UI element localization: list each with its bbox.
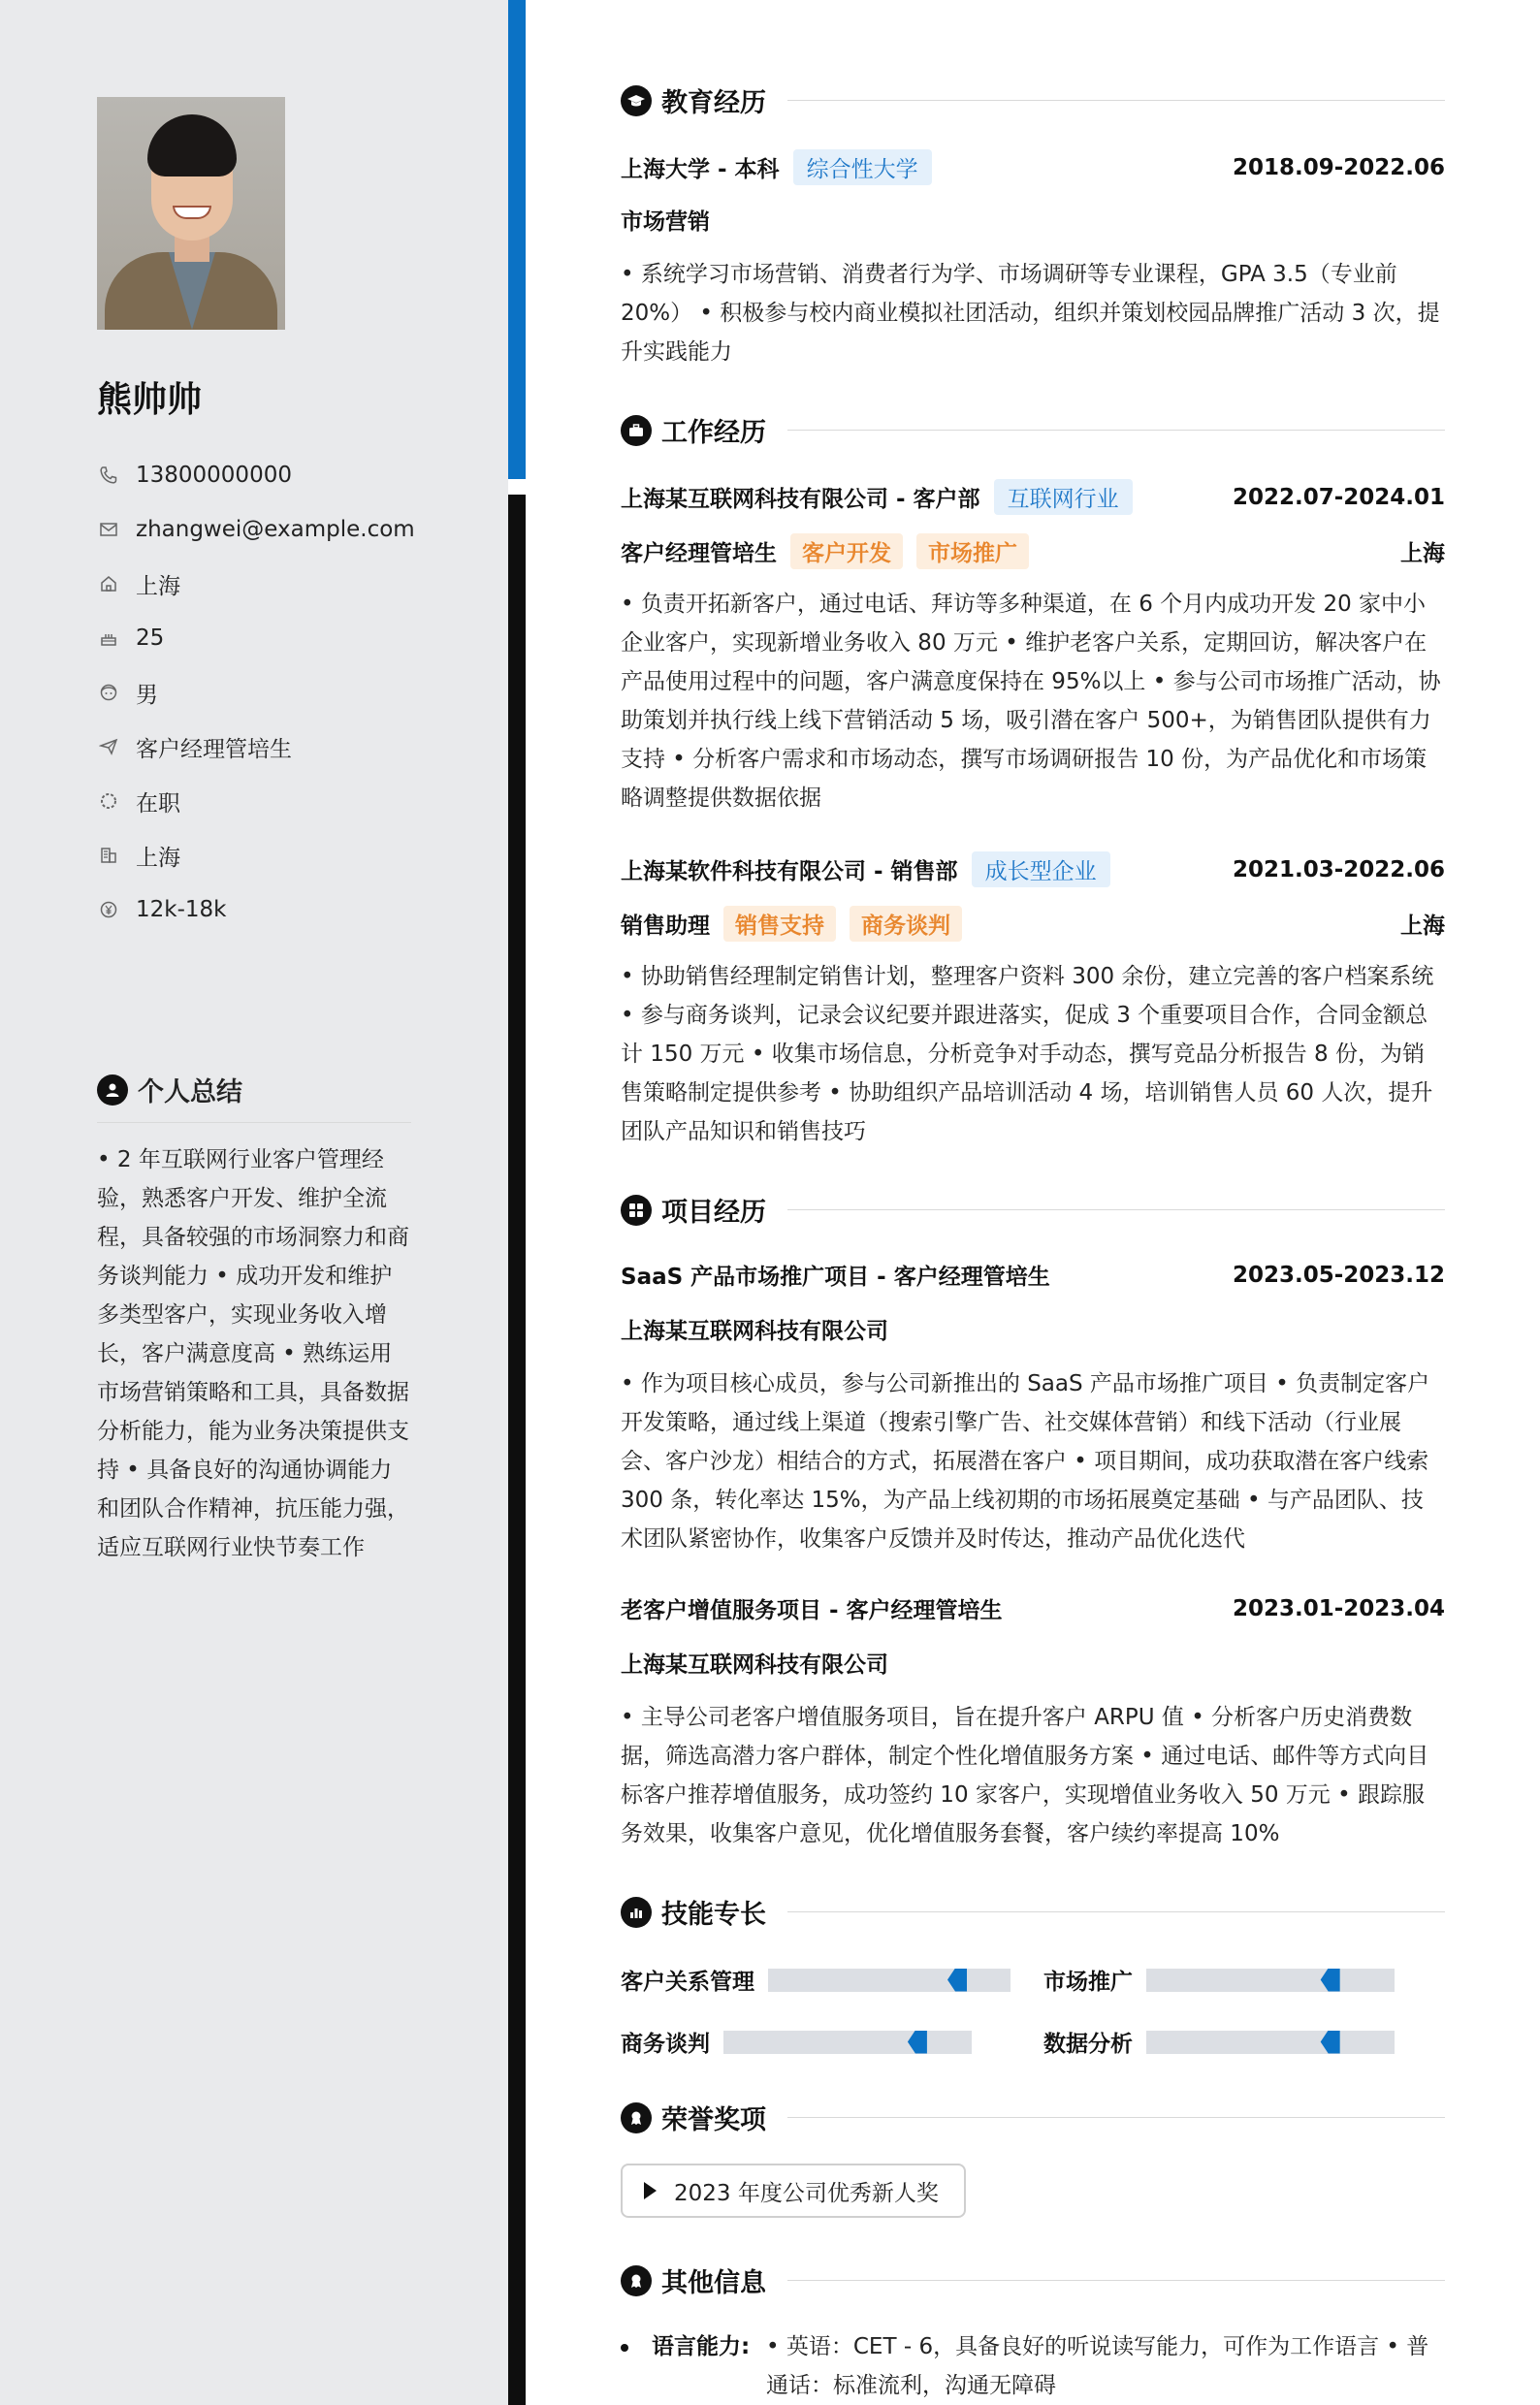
work-item-1-desc: • 负责开拓新客户，通过电话、拜访等多种渠道，在 6 个月内成功开发 20 家中小企业客户，实现新增业务收入 80 万元 • 维护老客户关系，定期回访，解决客户在产品使用过程中的问题，客户满意度保持在 95%以上 • 参与公司市场推广活动，协助策划并执行线上线下营销活动 5 场，吸引潜在客户 500+，为销售团队提供有力支持 • 分析客户需求和市场动态，撰写市场调研报告 10 份，为产品优化和市场策略调整提供数据依据 (621, 592, 1441, 811)
info-phone (97, 448, 415, 502)
info-icon (621, 2265, 652, 2296)
candidate-name: 熊帅帅 (97, 380, 203, 420)
skill-name: 数据分析 (1043, 2032, 1133, 2057)
summary-text: • 2 年互联网行业客户管理经验，熟悉客户开发、维护全流程，具备较强的市场洞察力和商务谈判能力 • 成功开发和维护多类型客户，实现业务收入增长，客户满意度高 • 熟练运用市场营销策略和工具，具备数据分析能力，能为业务决策提供支持 • 具备良好的沟通协调能力和团队合作精神，抗压能力强，适应互联网行业快节奏工作 (97, 1147, 409, 1560)
accent-bar (508, 0, 526, 479)
phone-icon (97, 464, 120, 487)
skill-name: 商务谈判 (621, 2032, 710, 2057)
project-2-header (621, 1592, 1445, 1624)
work-item-2-role (621, 906, 1445, 942)
project-2-desc: • 主导公司老客户增值服务项目，旨在提升客户 ARPU 值 • 分析客户历史消费数据，筛选高潜力客户群体，制定个性化增值服务方案 • 通过电话、邮件等方式向目标客户推荐增值服务，成功签约 10 家客户，实现增值业务收入 50 万元 • 跟踪服务效果，收集客户意见，优化增值服务套餐，客户续约率提高 10% (621, 1705, 1429, 1846)
project-company: 上海某互联网科技有限公司 (621, 1652, 888, 1678)
user-icon (97, 1074, 128, 1106)
avatar (97, 97, 285, 330)
project-1-desc: • 作为项目核心成员，参与公司新推出的 SaaS 产品市场推广项目 • 负责制定客户开发策略，通过线上渠道（搜索引擎广告、社交媒体营销）和线下活动（行业展会、客户沙龙）相结合的方式，拓展潜在客户 • 项目期间，成功获取潜在客户线索 300 条，转化率达 15%，为产品上线初期的市场拓展奠定基础 • 与产品团队、技术团队紧密协作，收集客户反馈并及时传达，推动产品优化迭代 (621, 1371, 1430, 1552)
age: 25 (136, 625, 165, 651)
dark-bar (508, 495, 526, 2405)
gender: 男 (136, 682, 158, 708)
skill-tag: 商务谈判 (850, 906, 962, 942)
project-period: 2023.01-2023.04 (1232, 1595, 1445, 1621)
cake-icon (97, 626, 120, 650)
info-target-position (97, 720, 415, 774)
send-icon (97, 735, 120, 758)
school-tag: 综合性大学 (793, 149, 932, 185)
education-desc: • 系统学习市场营销、消费者行为学、市场调研等专业课程，GPA 3.5（专业前 20%） • 积极参与校内商业模拟社团活动，组织并策划校园品牌推广活动 3 次，提升实践能力 (621, 262, 1440, 365)
education-row (621, 149, 1445, 185)
graduation-cap-icon (621, 85, 652, 116)
projects-header (621, 1191, 1445, 1229)
work-title: 工作经历 (661, 418, 766, 448)
education-header (621, 81, 1445, 119)
home-icon (97, 572, 120, 595)
skill-item (621, 1964, 1011, 1996)
yen-icon (97, 898, 120, 921)
education-title: 教育经历 (661, 88, 766, 118)
chart-icon (621, 1897, 652, 1928)
honors-header (621, 2099, 1445, 2136)
building-icon (97, 844, 120, 867)
work-item-2-header (621, 851, 1445, 887)
award-icon (621, 2102, 652, 2133)
bullet (621, 2344, 628, 2352)
skill-item (621, 2026, 972, 2058)
mail-icon (97, 518, 120, 541)
work-item-1-role (621, 533, 1445, 569)
project-1-header (621, 1259, 1445, 1291)
play-icon (644, 2182, 657, 2199)
skill-name: 客户关系管理 (621, 1970, 754, 1995)
contact-info (97, 448, 415, 937)
work-header (621, 411, 1445, 449)
work-role: 客户经理管培生 (621, 541, 777, 566)
honors-title: 荣誉奖项 (661, 2105, 766, 2135)
skill-bar (723, 2031, 972, 2054)
skills-title: 技能专长 (661, 1900, 766, 1930)
skill-bar (1146, 1969, 1395, 1992)
school-name: 上海大学 - 本科 (621, 157, 780, 182)
work-period: 2021.03-2022.06 (1232, 856, 1445, 882)
major: 市场营销 (621, 209, 710, 235)
award-item (621, 2164, 966, 2218)
location: 上海 (136, 573, 180, 599)
briefcase-icon (621, 415, 652, 446)
project-period: 2023.05-2023.12 (1232, 1262, 1445, 1288)
phone-number: 13800000000 (136, 463, 292, 488)
work-role: 销售助理 (621, 914, 710, 939)
skill-bar (768, 1969, 1011, 1992)
skill-bar (1146, 2031, 1395, 2054)
other-header (621, 2261, 1445, 2299)
info-location (97, 557, 415, 611)
employment-status: 在职 (136, 790, 180, 817)
email-address: zhangwei@example.com (136, 517, 415, 542)
work-tag: 成长型企业 (972, 851, 1110, 887)
skill-name: 市场推广 (1043, 1970, 1133, 1995)
work-city: 上海 (1400, 541, 1445, 566)
language-label: 语言能力: (652, 2334, 751, 2359)
award-text: 2023 年度公司优秀新人奖 (674, 2180, 939, 2206)
skills-header (621, 1893, 1445, 1931)
project-2-company-row (621, 1647, 1445, 1679)
info-salary (97, 882, 415, 937)
work-period: 2022.07-2024.01 (1232, 484, 1445, 510)
status-icon (97, 789, 120, 813)
other-title: 其他信息 (661, 2268, 766, 2298)
target-city: 上海 (136, 845, 180, 871)
info-age (97, 611, 415, 665)
project-1-company-row (621, 1313, 1445, 1345)
project-company: 上海某互联网科技有限公司 (621, 1319, 888, 1344)
info-gender (97, 665, 415, 720)
expected-salary: 12k-18k (136, 897, 227, 922)
work-tag: 互联网行业 (994, 479, 1133, 515)
info-email (97, 502, 415, 557)
target-position: 客户经理管培生 (136, 736, 292, 762)
gender-icon (97, 681, 120, 704)
work-item-2-desc: • 协助销售经理制定销售计划，整理客户资料 300 余份，建立完善的客户档案系统 • 参与商务谈判，记录会议纪要并跟进落实，促成 3 个重要项目合作，合同金额总计 150 万元 • 收集市场信息，分析竞争对手动态，撰写竞品分析报告 8 份，为销售策略制定提供参考 • 协助组织产品培训活动 4 场，培训销售人员 60 人次，提升团队产品知识和销售技巧 (621, 964, 1434, 1144)
skill-tag: 市场推广 (916, 533, 1029, 569)
project-name: SaaS 产品市场推广项目 - 客户经理管培生 (621, 1265, 1050, 1290)
skill-item (1043, 2026, 1395, 2058)
skill-tag: 客户开发 (790, 533, 903, 569)
skill-item (1043, 1964, 1395, 1996)
project-name: 老客户增值服务项目 - 客户经理管培生 (621, 1598, 1003, 1623)
major-row (621, 204, 1445, 236)
info-status (97, 774, 415, 828)
language-text: • 英语：CET - 6，具备良好的听说读写能力，可作为工作语言 • 普通话：标准流利，沟通无障碍 (766, 2334, 1429, 2398)
work-city: 上海 (1400, 914, 1445, 939)
info-target-city (97, 828, 415, 882)
education-period: 2018.09-2022.06 (1232, 154, 1445, 180)
summary-title: 个人总结 (138, 1077, 242, 1107)
sidebar (0, 0, 508, 2405)
work-company: 上海某软件科技有限公司 - 销售部 (621, 859, 958, 884)
project-icon (621, 1195, 652, 1226)
summary-header (97, 1071, 411, 1123)
work-item-1-header (621, 479, 1445, 515)
projects-title: 项目经历 (661, 1198, 766, 1228)
work-company: 上海某互联网科技有限公司 - 客户部 (621, 487, 980, 512)
skill-tag: 销售支持 (723, 906, 836, 942)
